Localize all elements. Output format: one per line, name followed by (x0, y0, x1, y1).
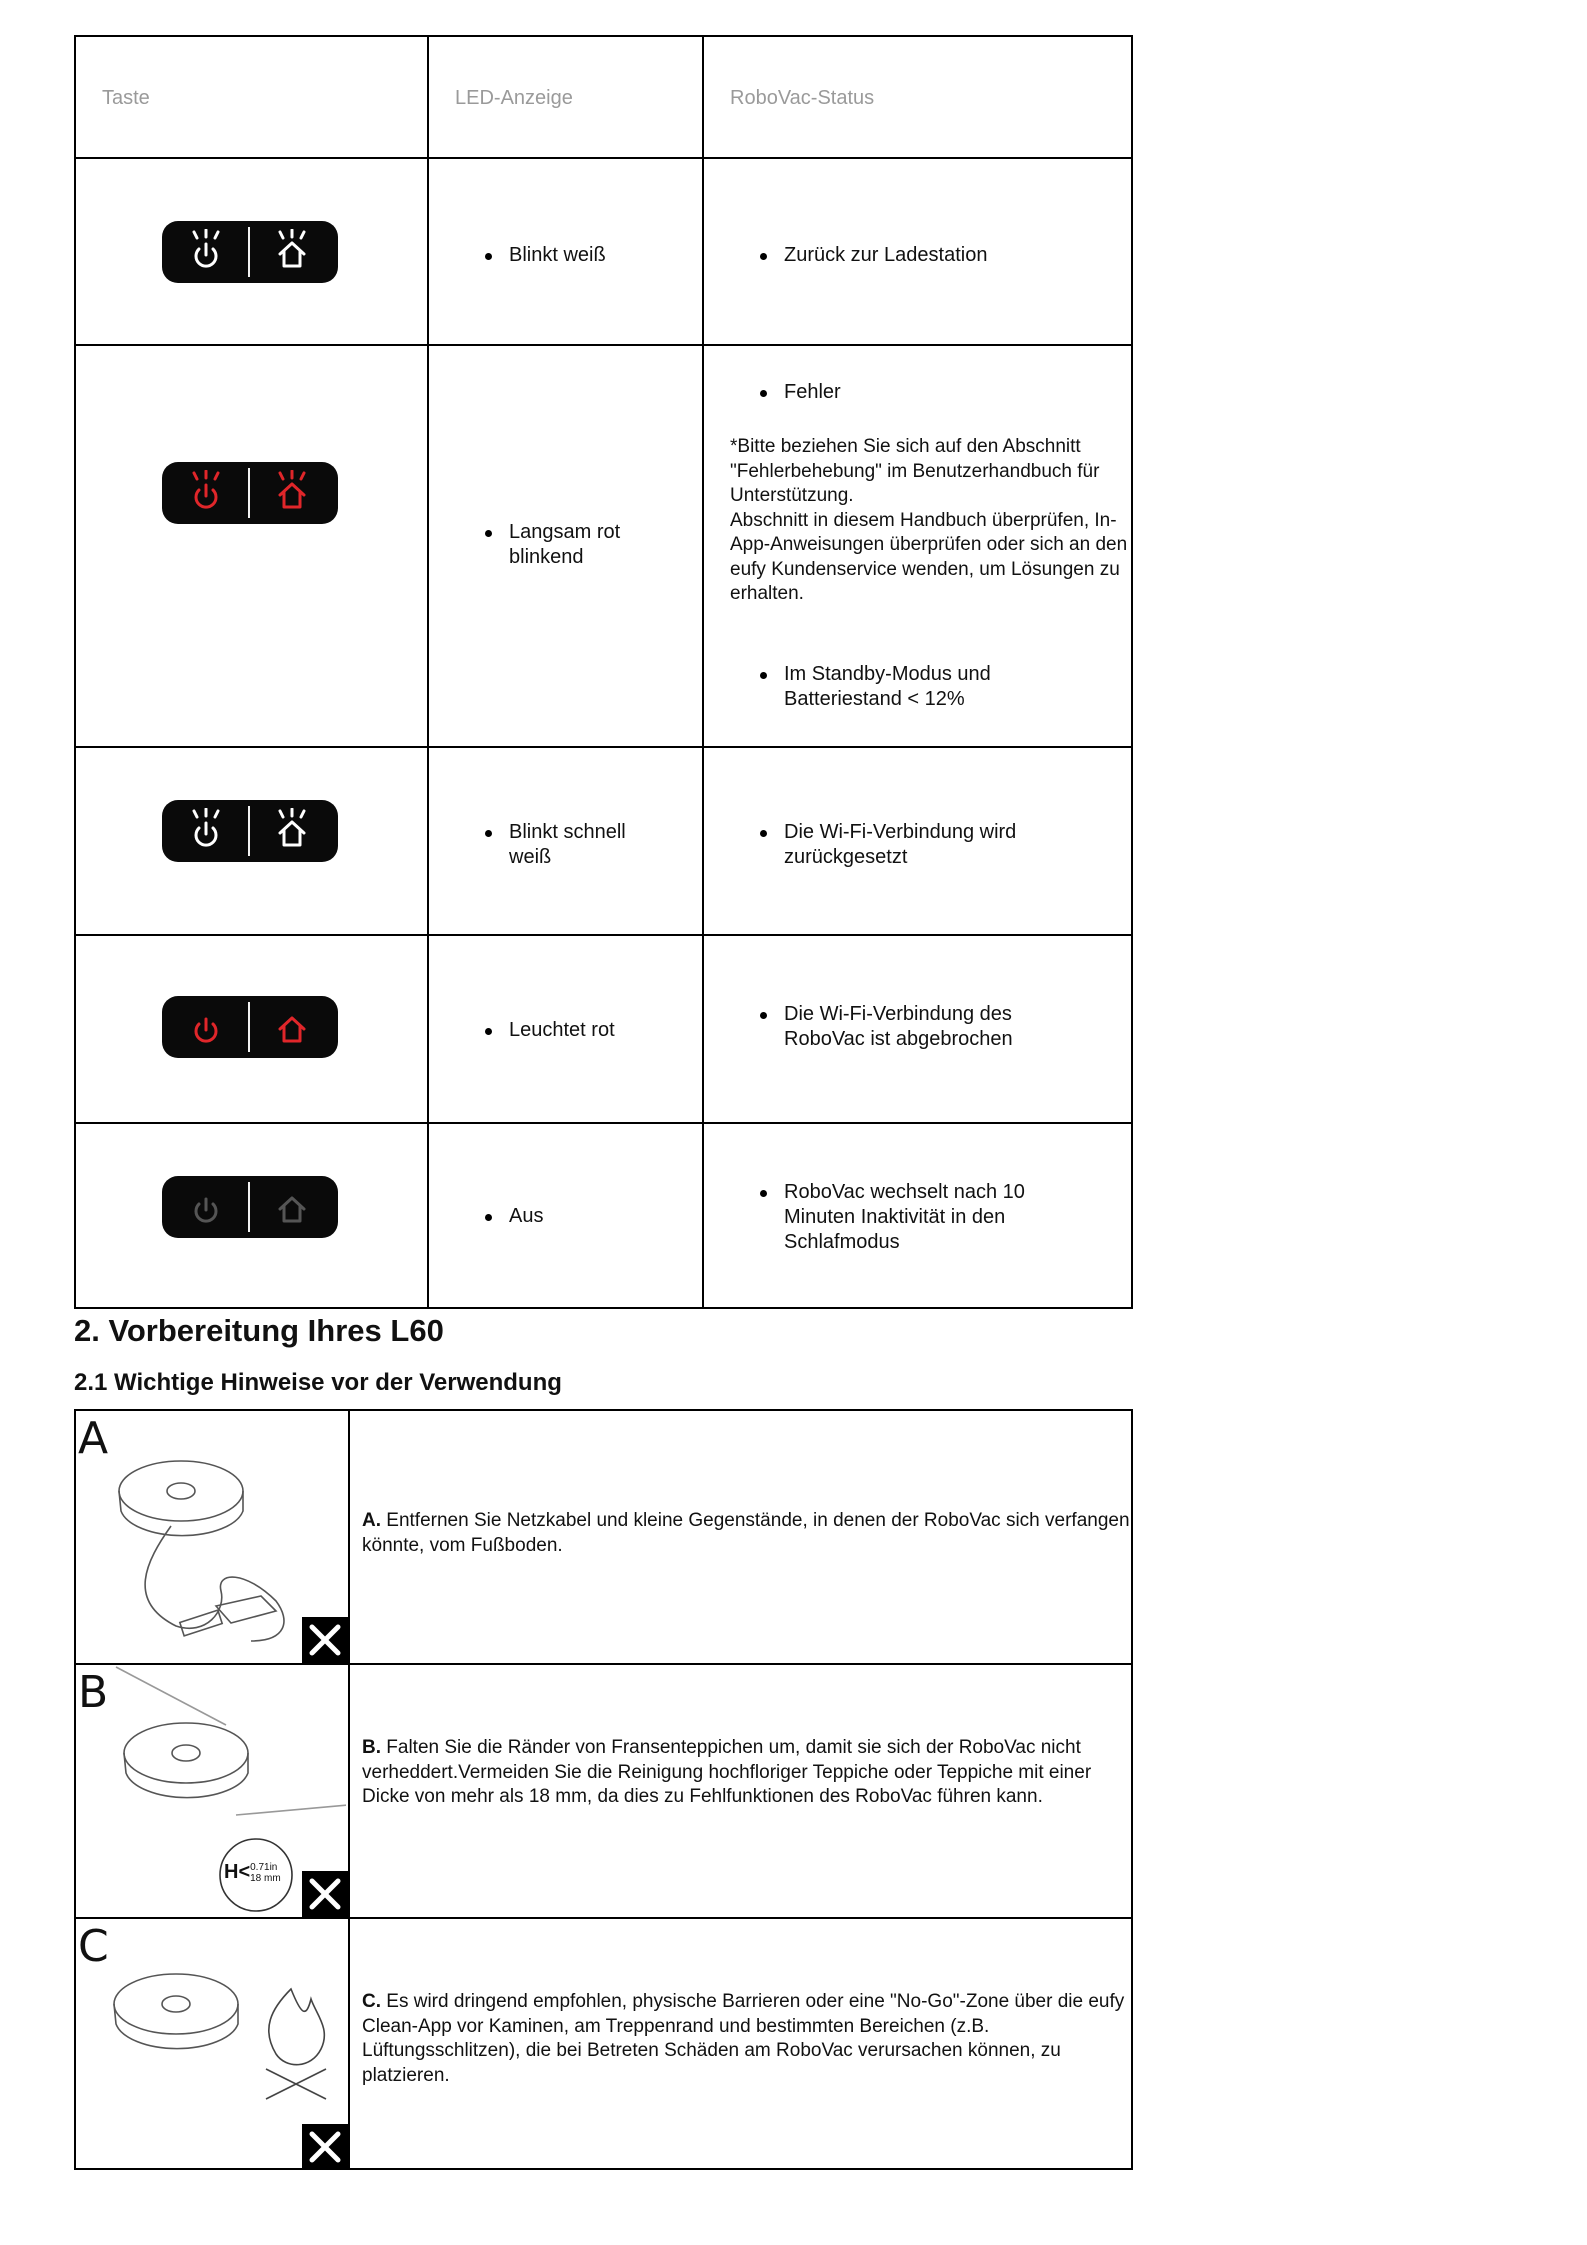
close-icon (302, 1617, 348, 1663)
status-text: Die Wi-Fi-Verbindung wird zurückgesetzt (784, 820, 1064, 870)
table-row (76, 1124, 1131, 1309)
power-icon (188, 1004, 224, 1048)
home-icon (274, 1184, 310, 1228)
led-indicator-text: Aus (509, 1204, 689, 1229)
section-title: 2. Vorbereitung Ihres L60 (74, 1313, 444, 1348)
notice-text-a: A. Entfernen Sie Netzkabel und kleine Gegenstände, in denen der RoboVac sich verfangen könnte, vom Fußboden. (362, 1510, 1130, 1556)
notice-row-b (76, 1665, 1131, 1919)
led-indicator-text: Leuchtet rot (509, 1018, 689, 1043)
led-indicator-text: Blinkt weiß (509, 243, 689, 268)
button-panel-red-blink (162, 462, 338, 524)
button-panel-off (162, 1176, 338, 1238)
home-icon (274, 229, 310, 273)
status-text: Im Standby-Modus und Batteriestand < 12% (784, 662, 1034, 712)
home-icon (274, 470, 310, 514)
table-row (76, 159, 1131, 346)
notice-text-c: C. Es wird dringend empfohlen, physische Barrieren oder eine "No-Go"-Zone über die eufy Clean-App vor Kaminen, am Treppenrand und bestimmten Bereichen (z.B. Lüftungsschlitzen), die bei Betreten Schäden am RoboVac verursachen können, zu platzieren. (362, 1991, 1125, 2086)
notice-row-c (76, 1919, 1131, 2170)
notice-letter: A (78, 1413, 109, 1464)
status-text: RoboVac wechselt nach 10 Minuten Inaktivität in den Schlafmodus (784, 1180, 1054, 1255)
notice-text-b: B. Falten Sie die Ränder von Fransenteppichen um, damit sie sich der RoboVac nicht verheddert.Vermeiden Sie die Reinigung hochfloriger Teppiche oder Teppiche mit einer Dicke von mehr als 18 mm, da dies zu Fehlfunktionen des RoboVac führen kann. (362, 1737, 1092, 1807)
power-icon (188, 470, 224, 514)
notice-letter: B (78, 1667, 109, 1718)
status-text: Zurück zur Ladestation (784, 243, 1114, 268)
home-icon (274, 808, 310, 852)
illustration-c (76, 1919, 350, 2170)
notice-letter: C (78, 1921, 109, 1972)
table-header-row (76, 37, 1131, 159)
led-indicator-text: Blinkt schnell weiß (509, 820, 659, 870)
power-icon (188, 1184, 224, 1228)
illustration-b (76, 1665, 350, 1917)
fire-icon (266, 1989, 326, 2099)
notice-table (74, 1409, 1133, 2170)
led-indicator-text: Langsam rot blinkend (509, 520, 689, 570)
home-icon (274, 1004, 310, 1048)
close-icon (302, 1871, 348, 1917)
power-icon (188, 229, 224, 273)
troubleshooting-note: *Bitte beziehen Sie sich auf den Abschnitt "Fehlerbehebung" im Benutzerhandbuch für Unterstützung. Abschnitt in diesem Handbuch überprüfen, In-App-Anweisungen überprüfen oder sich an den eufy Kundenservice wenden, um Lösungen zu erhalten. (730, 436, 1128, 604)
button-panel-white (162, 800, 338, 862)
table-row (76, 748, 1131, 936)
button-panel-white (162, 221, 338, 283)
notice-row-a (76, 1411, 1131, 1665)
table-row (76, 346, 1131, 748)
button-panel-red (162, 996, 338, 1058)
illustration-a (76, 1411, 350, 1663)
status-text: Fehler (784, 380, 1114, 405)
status-text: Die Wi-Fi-Verbindung des RoboVac ist abgebrochen (784, 1002, 1054, 1052)
header-led-anzeige: LED-Anzeige (455, 87, 573, 109)
close-icon (302, 2124, 348, 2170)
led-status-table (74, 35, 1133, 1309)
subsection-title: 2.1 Wichtige Hinweise vor der Verwendung (74, 1369, 562, 1396)
height-label: H<0.71in 18 mm (224, 1861, 281, 1884)
power-icon (188, 808, 224, 852)
header-robovac-status: RoboVac-Status (730, 87, 875, 109)
table-row (76, 936, 1131, 1124)
header-taste: Taste (102, 87, 150, 109)
